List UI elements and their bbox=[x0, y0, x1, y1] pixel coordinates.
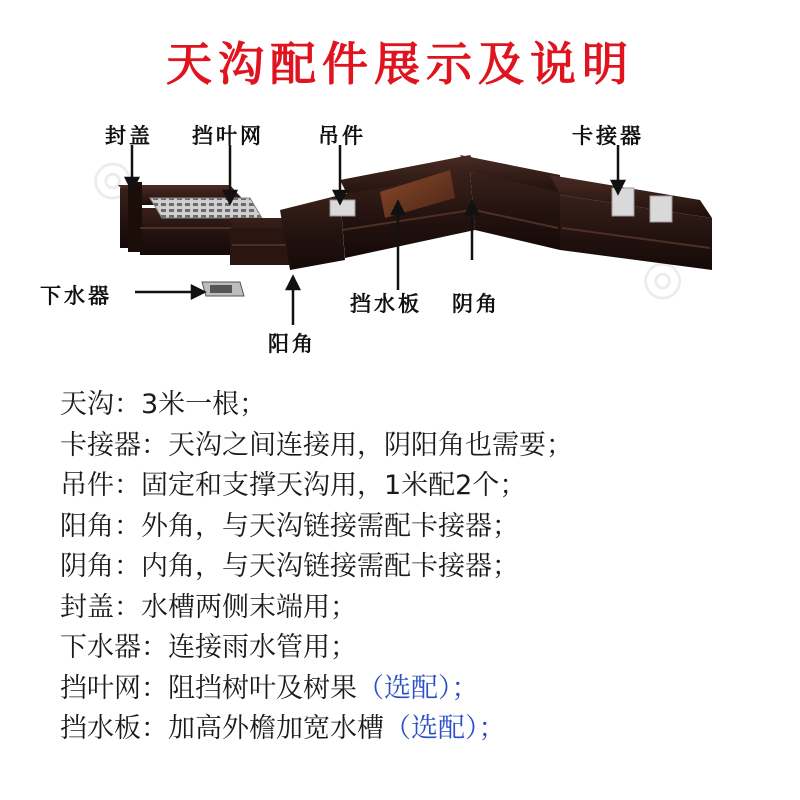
description-row: 吊件：固定和支撑天沟用，1米配2个； bbox=[60, 470, 527, 501]
description-row: 阴角：内角，与天沟链接需配卡接器； bbox=[60, 551, 519, 582]
inner-corner-segment bbox=[460, 155, 560, 250]
watermark-mark: ◎ bbox=[78, 143, 144, 213]
description-row: 卡接器：天沟之间连接用，阴阳角也需要； bbox=[60, 429, 573, 461]
hanger-bracket bbox=[330, 200, 355, 216]
label-downspout-outlet: 下水器 bbox=[40, 283, 112, 308]
gutter-right-segment bbox=[550, 175, 712, 270]
label-connector: 卡接器 bbox=[572, 123, 644, 148]
end-cap bbox=[128, 182, 142, 252]
description-row: 挡叶网：阻挡树叶及树果（选配）； bbox=[60, 672, 479, 704]
description-row: 封盖：水槽两侧末端用； bbox=[60, 591, 357, 623]
watermark-mark: ◎ bbox=[628, 243, 694, 313]
label-leaf-guard: 挡叶网 bbox=[192, 123, 264, 148]
description-row: 挡水板：加高外檐加宽水槽（选配）； bbox=[60, 713, 506, 744]
connector-clip bbox=[612, 188, 634, 216]
description-list bbox=[60, 385, 790, 750]
label-outer-corner: 阳角 bbox=[268, 331, 316, 356]
label-cover: 封盖 bbox=[105, 123, 153, 148]
description-row: 阳角：外角，与天沟链接需配卡接器； bbox=[60, 510, 519, 542]
downspout-outlet-part bbox=[202, 282, 244, 296]
description-row: 下水器：连接雨水管用； bbox=[60, 632, 357, 663]
label-hanger: 吊件 bbox=[318, 123, 366, 148]
description-row: 天沟：3米一根； bbox=[60, 389, 267, 420]
leaf-guard-mesh bbox=[150, 198, 262, 218]
connector-clip bbox=[650, 196, 672, 222]
label-inner-corner: 阴角 bbox=[452, 291, 500, 316]
page-title: 天沟配件展示及说明 bbox=[166, 37, 634, 91]
label-splash-board: 挡水板 bbox=[350, 291, 422, 316]
